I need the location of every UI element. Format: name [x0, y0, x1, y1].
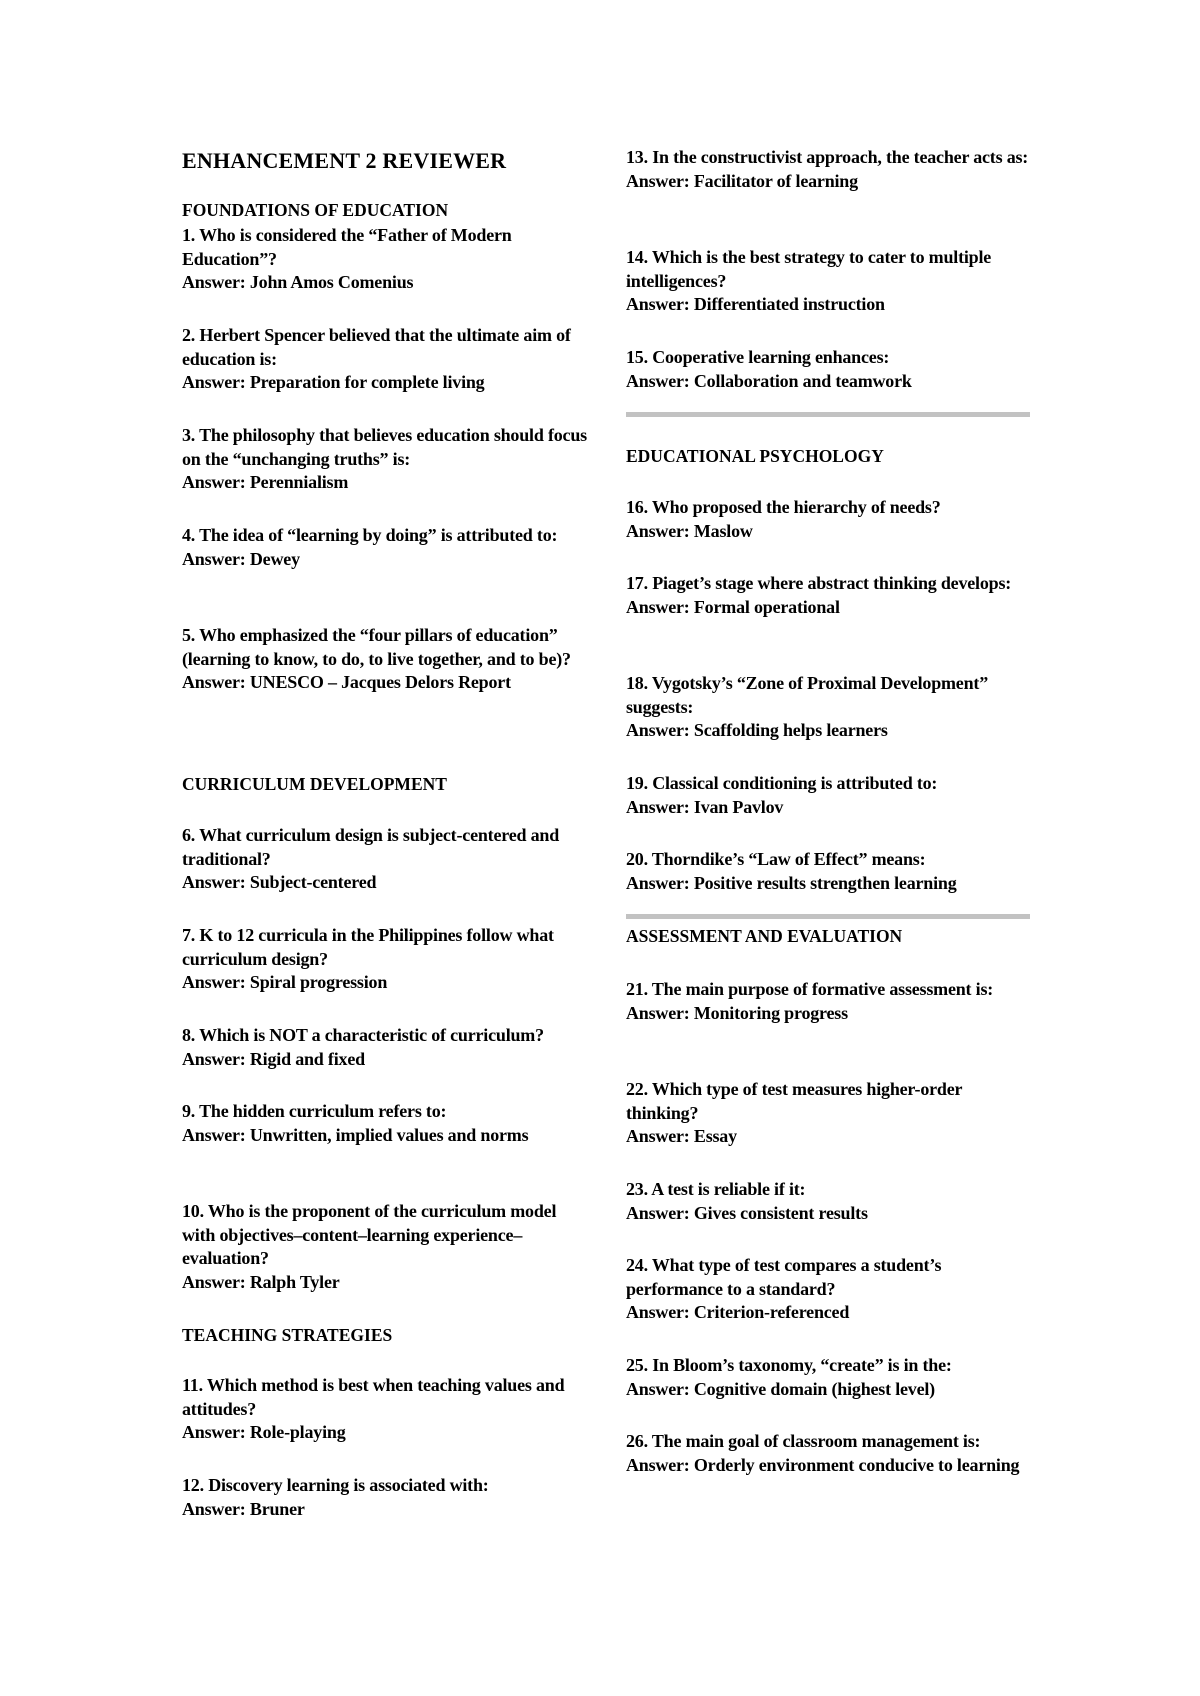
- qa-item: [182, 224, 590, 295]
- answer-text: Answer: Unwritten, implied values and norms: [182, 1124, 529, 1145]
- qa-item: [626, 1178, 868, 1225]
- section-divider: [626, 412, 1030, 417]
- answer-text: Answer: Formal operational: [626, 596, 840, 617]
- answer-text: Answer: Maslow: [626, 520, 753, 541]
- answer-text: Answer: Criterion-referenced: [626, 1302, 850, 1322]
- answer-text: Answer: Bruner: [182, 1498, 305, 1519]
- answer-text: Answer: Subject-centered: [182, 872, 377, 892]
- question-text: 25. In Bloom’s taxonomy, “create” is in the:: [626, 1355, 952, 1375]
- question-text: 20. Thorndike’s “Law of Effect” means:: [626, 849, 926, 869]
- answer-text: Answer: Monitoring progress: [626, 1002, 848, 1023]
- section-heading-teaching: TEACHING STRATEGIES: [182, 1325, 393, 1345]
- answer-text: Answer: Dewey: [182, 548, 300, 569]
- section-heading-foundations: FOUNDATIONS OF EDUCATION: [182, 200, 449, 220]
- question-text: 21. The main purpose of formative assessment is:: [626, 979, 994, 999]
- qa-item: [626, 672, 1036, 743]
- qa-item: [626, 978, 993, 1025]
- question-text: 13. In the constructivist approach, the teacher acts as:: [626, 147, 1029, 167]
- answer-text: Answer: Orderly environment conducive to learning: [626, 1454, 1020, 1475]
- question-text: 24. What type of test compares a student’s performance to a standard?: [626, 1255, 942, 1299]
- qa-item: [626, 1078, 1036, 1149]
- qa-item: [182, 1474, 489, 1521]
- qa-item: [626, 146, 1028, 193]
- qa-item: [626, 1254, 1036, 1325]
- qa-item: [182, 424, 590, 495]
- question-text: 7. K to 12 curricula in the Philippines follow what curriculum design?: [182, 925, 554, 969]
- question-text: 5. Who emphasized the “four pillars of education” (learning to know, to do, to live together, and to be)?: [182, 625, 571, 669]
- answer-text: Answer: UNESCO – Jacques Delors Report: [182, 672, 511, 692]
- answer-text: Answer: Facilitator of learning: [626, 170, 858, 191]
- qa-item: [182, 1374, 590, 1445]
- question-text: 22. Which type of test measures higher-order thinking?: [626, 1079, 962, 1123]
- qa-item: [626, 496, 941, 543]
- qa-item: [626, 246, 1036, 317]
- qa-item: [626, 1354, 952, 1401]
- answer-text: Answer: Ivan Pavlov: [626, 796, 784, 817]
- qa-item: [626, 346, 912, 393]
- question-text: 23. A test is reliable if it:: [626, 1179, 806, 1199]
- question-text: 18. Vygotsky’s “Zone of Proximal Development” suggests:: [626, 673, 988, 717]
- question-text: 6. What curriculum design is subject-centered and traditional?: [182, 825, 560, 869]
- qa-item: [182, 624, 590, 695]
- question-text: 14. Which is the best strategy to cater to multiple intelligences?: [626, 247, 992, 291]
- question-text: 4. The idea of “learning by doing” is attributed to:: [182, 525, 558, 545]
- question-text: 15. Cooperative learning enhances:: [626, 347, 890, 367]
- answer-text: Answer: Role-playing: [182, 1422, 346, 1442]
- question-text: 26. The main goal of classroom management is:: [626, 1431, 981, 1451]
- section-heading-curriculum: CURRICULUM DEVELOPMENT: [182, 774, 447, 794]
- question-text: 1. Who is considered the “Father of Modern Education”?: [182, 225, 512, 269]
- section-divider: [626, 914, 1030, 919]
- question-text: 3. The philosophy that believes education should focus on the “unchanging truths” is:: [182, 425, 587, 469]
- answer-text: Answer: Positive results strengthen learning: [626, 872, 957, 893]
- question-text: 17. Piaget’s stage where abstract thinking develops:: [626, 573, 1012, 593]
- answer-text: Answer: Essay: [626, 1126, 737, 1146]
- question-text: 2. Herbert Spencer believed that the ultimate aim of education is:: [182, 325, 571, 369]
- answer-text: Answer: Preparation for complete living: [182, 372, 485, 392]
- answer-text: Answer: Gives consistent results: [626, 1202, 868, 1223]
- question-text: 8. Which is NOT a characteristic of curriculum?: [182, 1025, 544, 1045]
- qa-item: [182, 1100, 528, 1147]
- answer-text: Answer: John Amos Comenius: [182, 272, 414, 292]
- question-text: 10. Who is the proponent of the curriculum model with objectives–content–learning experience–evaluation?: [182, 1201, 557, 1268]
- qa-item: [182, 1024, 544, 1071]
- section-heading-psychology: EDUCATIONAL PSYCHOLOGY: [626, 446, 884, 466]
- answer-text: Answer: Cognitive domain (highest level): [626, 1378, 935, 1399]
- question-text: 11. Which method is best when teaching values and attitudes?: [182, 1375, 565, 1419]
- qa-item: [182, 324, 590, 395]
- question-text: 12. Discovery learning is associated with:: [182, 1475, 489, 1495]
- answer-text: Answer: Scaffolding helps learners: [626, 720, 888, 740]
- answer-text: Answer: Rigid and fixed: [182, 1048, 365, 1069]
- document-title: ENHANCEMENT 2 REVIEWER: [182, 148, 507, 173]
- answer-text: Answer: Ralph Tyler: [182, 1271, 340, 1292]
- answer-text: Answer: Perennialism: [182, 472, 349, 492]
- section-heading-assessment: ASSESSMENT AND EVALUATION: [626, 926, 903, 946]
- qa-item: [626, 572, 1011, 619]
- answer-text: Answer: Collaboration and teamwork: [626, 370, 912, 391]
- qa-item: [626, 772, 937, 819]
- question-text: 16. Who proposed the hierarchy of needs?: [626, 497, 941, 517]
- qa-item: [182, 924, 590, 995]
- qa-item: [182, 824, 590, 895]
- question-text: 19. Classical conditioning is attributed to:: [626, 773, 938, 793]
- qa-item: [626, 848, 957, 895]
- answer-text: Answer: Spiral progression: [182, 972, 388, 992]
- qa-item: [182, 1200, 590, 1294]
- qa-item: [626, 1430, 1019, 1477]
- question-text: 9. The hidden curriculum refers to:: [182, 1101, 447, 1121]
- qa-item: [182, 524, 557, 571]
- answer-text: Answer: Differentiated instruction: [626, 294, 885, 314]
